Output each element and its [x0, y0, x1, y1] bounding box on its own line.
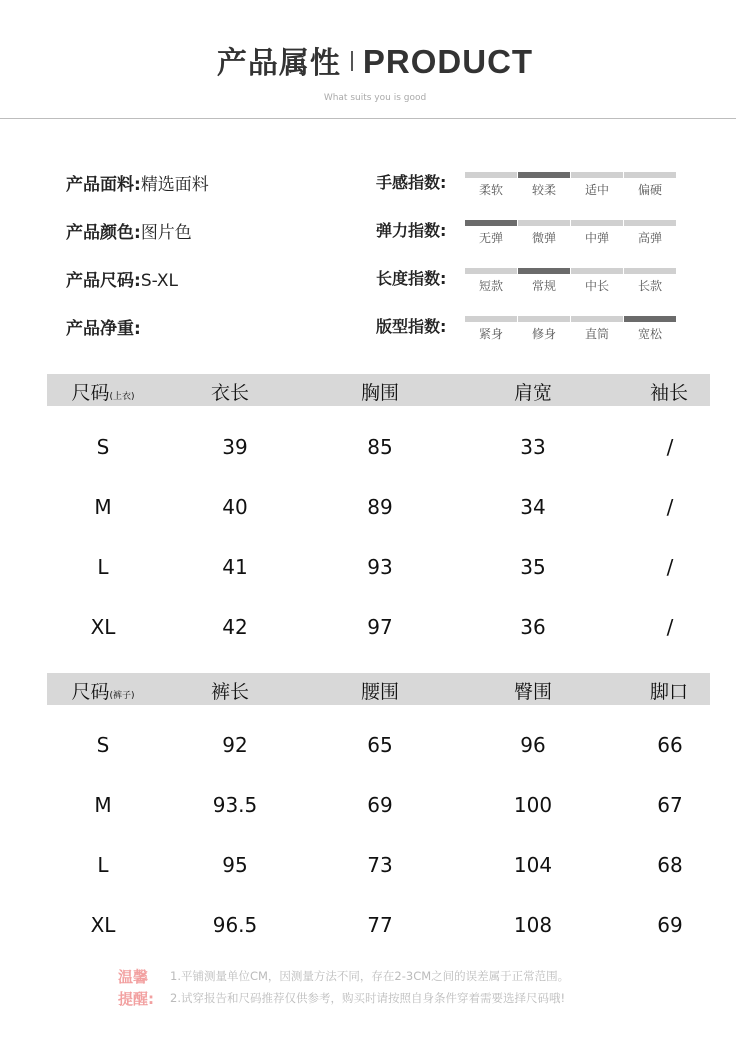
attribute-fabric	[66, 170, 366, 218]
gauge-option: 直筒	[584, 327, 609, 341]
gauge-bar	[465, 268, 517, 274]
header-note: (上衣)	[109, 392, 135, 402]
gauge-option: 微弹	[531, 231, 556, 245]
header-cell: 腰围	[360, 681, 400, 703]
table-row	[47, 716, 710, 776]
header-cell: 脚口	[649, 681, 689, 703]
table-row	[47, 896, 710, 956]
table-cell: 92	[222, 733, 248, 757]
table-cell: 85	[367, 435, 393, 459]
table-row	[47, 776, 710, 836]
note-text: 2.试穿报告和尺码推荐仅供参考，购买时请按照自身条件穿着需要选择尺码哦!	[170, 991, 566, 1005]
table-cell: M	[94, 495, 112, 519]
table-cell: /	[666, 435, 674, 459]
attribute-value: 精选面料	[140, 175, 209, 195]
gauge-segment	[518, 316, 570, 342]
table-cell: 93	[367, 555, 393, 579]
table-cell: 40	[222, 495, 248, 519]
gauge-option: 常规	[531, 279, 556, 293]
attribute-color	[66, 218, 366, 266]
gauge-segment	[465, 268, 517, 294]
gauge-bar	[571, 268, 623, 274]
table-row	[47, 598, 710, 658]
table-cell: L	[97, 555, 109, 579]
table-cell: 65	[367, 733, 393, 757]
gauge-option: 中弹	[584, 231, 609, 245]
table-row	[47, 478, 710, 538]
attribute-weight	[66, 314, 366, 362]
table-cell: 108	[513, 913, 553, 937]
gauge-bar	[624, 172, 676, 178]
table-cell: 93.5	[212, 793, 258, 817]
table-cell: 77	[367, 913, 393, 937]
gauge-segment	[465, 220, 517, 246]
header-cell: 臀围	[513, 681, 553, 703]
note-text: 1.平铺测量单位CM，因测量方法不同，存在2-3CM之间的误差属于正常范围。	[170, 969, 570, 983]
table-cell: 69	[657, 913, 683, 937]
gauge-segment	[518, 220, 570, 246]
gauge-segment	[624, 220, 676, 246]
index-gauges	[376, 170, 696, 362]
gauge-segment	[571, 220, 623, 246]
gauge-bar	[518, 172, 570, 178]
table-cell: 100	[513, 793, 553, 817]
note-row	[118, 988, 718, 1010]
title-cn: 产品属性	[216, 46, 341, 81]
table-header	[47, 673, 710, 705]
gauge-bar	[571, 172, 623, 178]
attribute-value: 图片色	[140, 223, 192, 243]
page-header	[0, 38, 750, 103]
table-cell: 73	[367, 853, 393, 877]
table-cell: S	[96, 733, 110, 757]
gauge-segment	[465, 172, 517, 198]
size-table-top	[47, 374, 710, 658]
attribute-label: 产品净重:	[66, 319, 141, 339]
gauge-label: 手感指数:	[376, 173, 447, 192]
table-cell: 41	[222, 555, 248, 579]
reminder-notes	[118, 966, 718, 1010]
gauge-option: 无弹	[478, 231, 503, 245]
gauge-option: 宽松	[637, 327, 662, 341]
note-label: 温馨	[118, 968, 149, 986]
table-cell: 89	[367, 495, 393, 519]
header-cell-size	[71, 677, 134, 704]
gauge-bar	[624, 220, 676, 226]
table-cell: /	[666, 555, 674, 579]
table-cell: L	[97, 853, 109, 877]
table-cell: 67	[657, 793, 683, 817]
gauge-segment	[571, 316, 623, 342]
table-cell: /	[666, 495, 674, 519]
table-cell: 66	[657, 733, 683, 757]
gauge-segment	[624, 172, 676, 198]
gauge-label: 版型指数:	[376, 317, 447, 336]
table-cell: 42	[222, 615, 248, 639]
gauge-segment	[571, 172, 623, 198]
header-cell: 肩宽	[513, 382, 553, 404]
gauge-option: 紧身	[478, 327, 503, 341]
table-cell: S	[96, 435, 110, 459]
table-cell: 69	[367, 793, 393, 817]
header-text: 尺码	[71, 681, 110, 703]
gauge-option: 短款	[478, 279, 503, 293]
gauge-option: 中长	[584, 279, 609, 293]
attribute-label: 产品尺码:	[66, 271, 141, 291]
attribute-size	[66, 266, 366, 314]
attribute-label: 产品颜色:	[66, 223, 141, 243]
gauge-option: 偏硬	[637, 183, 662, 197]
gauge-segment	[624, 268, 676, 294]
gauge-row-elasticity	[376, 218, 696, 266]
table-cell: 97	[367, 615, 393, 639]
gauge-bar	[518, 220, 570, 226]
table-row	[47, 418, 710, 478]
gauge-bar	[571, 316, 623, 322]
note-row	[118, 966, 718, 988]
header-divider	[0, 118, 736, 119]
gauge-bar	[465, 316, 517, 322]
table-cell: 95	[222, 853, 248, 877]
table-cell: 36	[520, 615, 546, 639]
attribute-value: S-XL	[140, 271, 179, 291]
table-cell: XL	[90, 615, 116, 639]
gauge-bar	[465, 172, 517, 178]
gauge-label: 弹力指数:	[376, 221, 447, 240]
header-cell: 衣长	[210, 382, 250, 404]
gauge-bar	[518, 268, 570, 274]
note-label: 提醒:	[118, 990, 154, 1008]
table-row	[47, 836, 710, 896]
table-cell: 35	[520, 555, 546, 579]
table-header	[47, 374, 710, 406]
header-cell-size	[71, 378, 134, 405]
table-row	[47, 538, 710, 598]
gauge-bar	[571, 220, 623, 226]
page-title	[0, 38, 750, 82]
header-text: 尺码	[71, 382, 110, 404]
gauge-row-length	[376, 266, 696, 314]
gauge-option: 修身	[531, 327, 556, 341]
gauge-option: 高弹	[637, 231, 662, 245]
gauge-row-feel	[376, 170, 696, 218]
gauge-option: 柔软	[478, 183, 503, 197]
gauge-segment	[624, 316, 676, 342]
gauge-option: 适中	[584, 183, 609, 197]
size-table-bottom	[47, 673, 710, 956]
table-cell: 96	[520, 733, 546, 757]
gauge-bar	[518, 316, 570, 322]
header-cell: 胸围	[360, 382, 400, 404]
gauge-bar	[624, 316, 676, 322]
table-cell: 33	[520, 435, 546, 459]
gauge-label: 长度指数:	[376, 269, 447, 288]
attribute-label: 产品面料:	[66, 175, 141, 195]
gauge-bar	[465, 220, 517, 226]
gauge-segment	[518, 268, 570, 294]
table-cell: M	[94, 793, 112, 817]
header-note: (裤子)	[109, 691, 135, 701]
gauge-option: 长款	[637, 279, 662, 293]
gauge-option: 较柔	[531, 183, 556, 197]
page-subtitle: What suits you is good	[323, 93, 427, 103]
header-cell: 裤长	[210, 681, 250, 703]
gauge-segment	[571, 268, 623, 294]
gauge-bar	[624, 268, 676, 274]
table-cell: XL	[90, 913, 116, 937]
title-separator	[351, 51, 353, 71]
table-cell: 68	[657, 853, 683, 877]
table-cell: 104	[513, 853, 553, 877]
title-en: PRODUCT	[362, 43, 534, 80]
table-cell: /	[666, 615, 674, 639]
table-cell: 96.5	[212, 913, 258, 937]
gauge-row-fit	[376, 314, 696, 362]
table-cell: 39	[222, 435, 248, 459]
gauge-segment	[465, 316, 517, 342]
attribute-list	[66, 170, 366, 362]
header-cell: 袖长	[649, 382, 689, 404]
gauge-segment	[518, 172, 570, 198]
table-cell: 34	[520, 495, 546, 519]
